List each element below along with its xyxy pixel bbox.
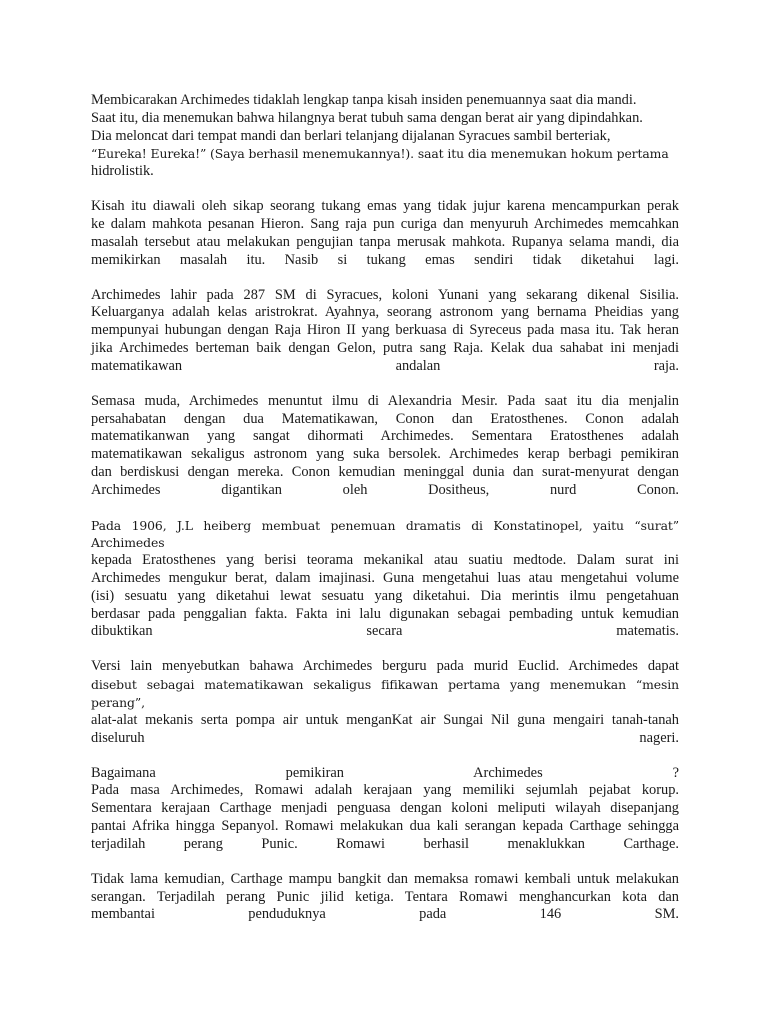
text-line: Pada masa Archimedes, Romawi adalah kerajaan yang memiliki sejumlah pejabat korup. bbox=[91, 782, 679, 799]
paragraph-crown bbox=[91, 198, 679, 269]
text-line: Versi lain menyebutkan bahawa Archimedes berguru pada murid Euclid. Archimedes dapat bbox=[91, 658, 679, 675]
text-line: Semasa muda, Archimedes menuntut ilmu di Alexandria Mesir. Pada saat itu dia menjalin bbox=[91, 392, 679, 409]
text-line: persahabatan dengan dua Matematikawan, Conon dan Eratosthenes. Conon adalah bbox=[91, 410, 679, 427]
text-line: memikirkan masalah itu. Nasib si tukang emas sendiri tidak diketahui lagi. bbox=[91, 251, 679, 268]
text-line: matematikawan sekaligus astronom yang suka bersolek. Archimedes kerap berbagi pemikiran bbox=[91, 446, 679, 463]
paragraph-carthage bbox=[91, 765, 679, 854]
paragraph-punic-war bbox=[91, 871, 679, 924]
text-line: Archimedes mengukur berat, dalam imajinasi. Guna mengetahui luas atau mengetahui volume bbox=[91, 570, 679, 587]
text-line: berdasar pada penggalian fakta. Fakta ini lalu digunakan sebagai pembading untuk kemudian bbox=[91, 605, 679, 622]
text-line: Keluarganya adalah kelas aristrokrat. Ayahnya, seorang astronom yang bernama Pheidias yang bbox=[91, 304, 679, 321]
text-line: jika Archimedes berteman baik dengan Gelon, putra sang Raja. Kelak dua sahabat ini menjadi bbox=[91, 339, 679, 356]
document-page bbox=[91, 92, 679, 941]
paragraph-eureka bbox=[91, 92, 679, 181]
text-line: disebut sebagai matematikawan sekaligus fifikawan pertama yang menemukan “mesin perang”, bbox=[91, 677, 679, 711]
text-line: mempunyai hubungan dengan Raja Hiron II yang berkuasa di Syreceus pada masa itu. Tak heran bbox=[91, 322, 679, 339]
paragraph-heiberg bbox=[91, 517, 679, 642]
text-line: “Eureka! Eureka!” (Saya berhasil menemukannya!). saat itu dia menemukan hokum pertama bbox=[91, 146, 669, 162]
paragraph-birth bbox=[91, 287, 679, 376]
text-line: alat-alat mekanis serta pompa air untuk menganKat air Sungai Nil guna mengairi tanah-tanah bbox=[91, 711, 679, 728]
text-line: Archimedes digantikan oleh Dositheus, nurd Conon. bbox=[91, 481, 679, 498]
text-line: Tidak lama kemudian, Carthage mampu bangkit dan memaksa romawi kembali untuk melakukan bbox=[91, 870, 679, 887]
text-line: Dia meloncat dari tempat mandi dan berlari telanjang dijalanan Syracues sambil berteriak, bbox=[91, 127, 611, 144]
text-line: ke dalam mahkota pesanan Hieron. Sang raja pun curiga dan menyuruh Archimedes memcahkan bbox=[91, 215, 679, 232]
text-line: Bagaimana pemikiran Archimedes ? bbox=[91, 764, 679, 781]
text-line: Sementara kerajaan Carthage menjadi penguasa dengan koloni meliputi wilayah disepanjang bbox=[91, 800, 679, 817]
text-line: matematikawan andalan raja. bbox=[91, 357, 679, 374]
paragraph-euclid bbox=[91, 658, 679, 747]
text-line: kepada Eratosthenes yang berisi teorama mekanikal atau suatiu medtode. Dalam surat ini bbox=[91, 552, 679, 569]
text-line: matematikanwan yang sangat dihormati Archimedes. Sementara Eratosthenes adalah bbox=[91, 428, 679, 445]
text-line: masalah tersebut atau melakukan pengujian tanpa merusak mahkota. Rupanya selama mandi, dia bbox=[91, 233, 679, 250]
text-line: Membicarakan Archimedes tidaklah lengkap tanpa kisah insiden penemuannya saat dia mandi. bbox=[91, 92, 637, 108]
text-line: hidrolistik. bbox=[91, 163, 154, 180]
text-line: Saat itu, dia menemukan bahwa hilangnya berat tubuh sama dengan berat air yang dipindahkan. bbox=[91, 109, 643, 126]
text-line: Pada 1906, J.L heiberg membuat penemuan dramatis di Konstatinopel, yaitu “surat” Archimedes bbox=[91, 517, 679, 551]
text-line: membantai penduduknya pada 146 SM. bbox=[91, 906, 679, 923]
text-line: dan berdiskusi dengan mereka. Conon kemudian meninggal dunia dan surat-menyurat dengan bbox=[91, 463, 679, 480]
text-line: Kisah itu diawali oleh sikap seorang tukang emas yang tidak jujur karena mencampurkan perak bbox=[91, 198, 679, 215]
paragraph-youth bbox=[91, 393, 679, 500]
text-line: terjadilah perang Punic. Romawi berhasil menaklukkan Carthage. bbox=[91, 835, 679, 852]
text-line: (isi) sesuatu yang diketahui lewat sesuatu yang diketahui. Dia merintis ilmu pengetahuan bbox=[91, 587, 679, 604]
text-line: diseluruh nageri. bbox=[91, 729, 679, 746]
text-line: serangan. Terjadilah perang Punic jilid ketiga. Tentara Romawi menghancurkan kota dan bbox=[91, 888, 679, 905]
text-line: dibuktikan secara matematis. bbox=[91, 623, 679, 640]
text-line: pantai Afrika hingga Sepanyol. Romawi melakukan dua kali serangan kepada Carthage sehingga bbox=[91, 818, 679, 835]
text-line: Archimedes lahir pada 287 SM di Syracues, koloni Yunani yang sekarang dikenal Sisilia. bbox=[91, 286, 679, 303]
